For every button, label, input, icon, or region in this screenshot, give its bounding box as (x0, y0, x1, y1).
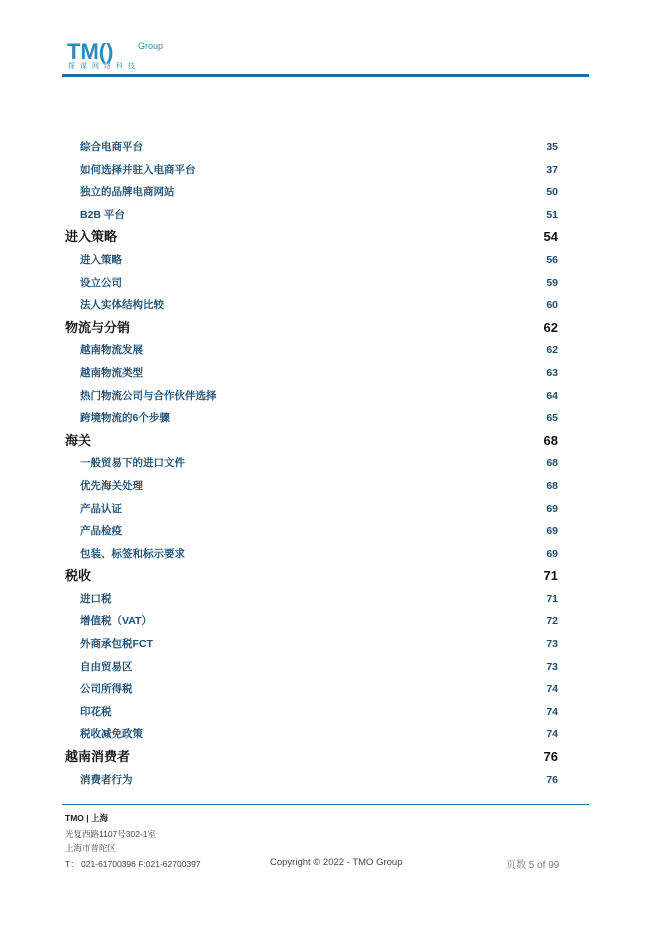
toc-entry[interactable] (62, 339, 558, 362)
toc-entry-page-number: 68 (546, 479, 558, 492)
toc-entry[interactable] (62, 452, 558, 475)
toc-entry[interactable] (62, 633, 558, 656)
page-indicator: 页数 5 of 99 (506, 860, 560, 871)
toc-entry[interactable] (62, 723, 558, 746)
toc-entry-page-number: 60 (546, 299, 558, 312)
toc-entry-title: 海关 (65, 432, 92, 448)
logo-wordmark: TM() (67, 39, 114, 64)
toc-entry-page-number: 69 (546, 547, 558, 560)
toc-entry-page-number: 64 (546, 389, 558, 402)
toc-entry[interactable] (62, 181, 558, 204)
footer-divider (62, 804, 589, 805)
toc-entry-page-number: 76 (546, 773, 558, 786)
toc-entry-title: 法人实体结构比较 (80, 299, 164, 312)
toc-entry-title: B2B 平台 (80, 208, 125, 221)
toc-entry-title: 增值税（VAT） (80, 615, 152, 628)
toc-entry-title: 税收减免政策 (80, 728, 143, 741)
toc-entry[interactable] (62, 610, 558, 633)
toc-entry[interactable] (62, 249, 558, 272)
toc-entry-title: 印花税 (80, 705, 112, 718)
toc-entry-page-number: 37 (546, 163, 558, 176)
tmo-group-logo (67, 40, 177, 72)
toc-entry-page-number: 65 (546, 412, 558, 425)
toc-entry-page-number: 73 (546, 660, 558, 673)
toc-entry-page-number: 74 (546, 683, 558, 696)
toc-entry-title: 消费者行为 (80, 773, 133, 786)
toc-entry-page-number: 74 (546, 705, 558, 718)
toc-entry[interactable] (62, 294, 558, 317)
footer-address-line2: 上海市普陀区 (65, 843, 117, 853)
toc-entry-title: 热门物流公司与合作伙伴选择 (80, 389, 217, 402)
toc-section-entry[interactable] (62, 317, 558, 340)
toc-entry-title: 综合电商平台 (80, 141, 143, 153)
toc-entry-page-number: 69 (546, 502, 558, 515)
toc-entry-page-number: 71 (543, 568, 558, 584)
header-divider (62, 74, 589, 77)
toc-entry[interactable] (62, 498, 558, 521)
footer-company: TMO | 上海 (65, 813, 108, 823)
toc-entry[interactable] (62, 159, 558, 182)
toc-entry-title: 进入策略 (80, 253, 122, 266)
toc-entry-title: 物流与分销 (65, 319, 131, 335)
toc-entry-page-number: 69 (546, 525, 558, 538)
footer-contact: T： 021-61700396 F:021-62700397 (65, 859, 201, 869)
toc-entry-title: 公司所得税 (80, 683, 133, 696)
toc-section-entry[interactable] (62, 226, 558, 249)
toc-entry-page-number: 51 (546, 208, 558, 221)
toc-entry-page-number: 63 (546, 366, 558, 379)
toc-entry[interactable] (62, 204, 558, 227)
toc-entry-title: 产品检疫 (80, 525, 122, 538)
toc-entry-title: 进口税 (80, 592, 112, 605)
toc-entry[interactable] (62, 362, 558, 385)
table-of-contents (62, 136, 558, 791)
toc-entry-title: 产品认证 (80, 502, 122, 515)
toc-entry[interactable] (62, 656, 558, 679)
toc-section-entry[interactable] (62, 565, 558, 588)
toc-entry-page-number: 68 (546, 457, 558, 470)
toc-entry-title: 越南物流发展 (80, 344, 143, 357)
toc-entry-title: 外商承包税FCT (80, 638, 153, 651)
toc-entry-page-number: 59 (546, 276, 558, 289)
toc-entry-page-number: 56 (546, 253, 558, 266)
toc-entry-page-number: 73 (546, 638, 558, 651)
toc-section-entry[interactable] (62, 430, 558, 453)
toc-entry-title: 跨境物流的6个步骤 (80, 412, 170, 425)
toc-entry-page-number: 62 (543, 319, 558, 335)
toc-entry[interactable] (62, 475, 558, 498)
toc-entry-title: 越南物流类型 (80, 366, 143, 379)
toc-entry[interactable] (62, 769, 558, 792)
toc-entry-page-number: 50 (546, 186, 558, 199)
toc-entry-title: 一般贸易下的进口文件 (80, 457, 185, 470)
toc-entry-title: 优先海关处理 (80, 479, 143, 492)
toc-entry-title: 独立的品牌电商网站 (80, 186, 175, 199)
toc-entry-title: 设立公司 (80, 276, 122, 289)
toc-entry[interactable] (62, 678, 558, 701)
toc-entry-page-number: 54 (543, 229, 558, 245)
toc-entry[interactable] (62, 520, 558, 543)
toc-entry[interactable] (62, 588, 558, 611)
toc-entry-page-number: 71 (546, 592, 558, 605)
toc-entry-title: 进入策略 (65, 229, 118, 245)
toc-entry-page-number: 68 (543, 432, 558, 448)
toc-entry[interactable] (62, 136, 558, 159)
toc-entry-title: 自由贸易区 (80, 660, 133, 673)
toc-entry-page-number: 76 (543, 749, 558, 765)
toc-entry-title: 如何选择并驻入电商平台 (80, 163, 196, 176)
toc-entry[interactable] (62, 385, 558, 408)
toc-entry-page-number: 74 (546, 728, 558, 741)
footer-address-line1: 光复西路1107号302-1室 (65, 829, 157, 839)
toc-entry[interactable] (62, 407, 558, 430)
toc-entry[interactable] (62, 701, 558, 724)
toc-entry-page-number: 72 (546, 615, 558, 628)
toc-section-entry[interactable] (62, 746, 558, 769)
toc-entry-page-number: 62 (546, 344, 558, 357)
toc-entry-title: 税收 (65, 568, 92, 584)
toc-entry-title: 包装、标签和标示要求 (80, 547, 185, 560)
toc-entry[interactable] (62, 543, 558, 566)
toc-entry[interactable] (62, 272, 558, 295)
toc-entry-title: 越南消费者 (65, 749, 131, 765)
logo-subtitle: 探谋网络科技 (68, 63, 140, 70)
footer-copyright: Copyright © 2022 - TMO Group (270, 857, 403, 868)
logo-group-text: Group (138, 41, 164, 51)
toc-entry-page-number: 35 (546, 141, 558, 153)
